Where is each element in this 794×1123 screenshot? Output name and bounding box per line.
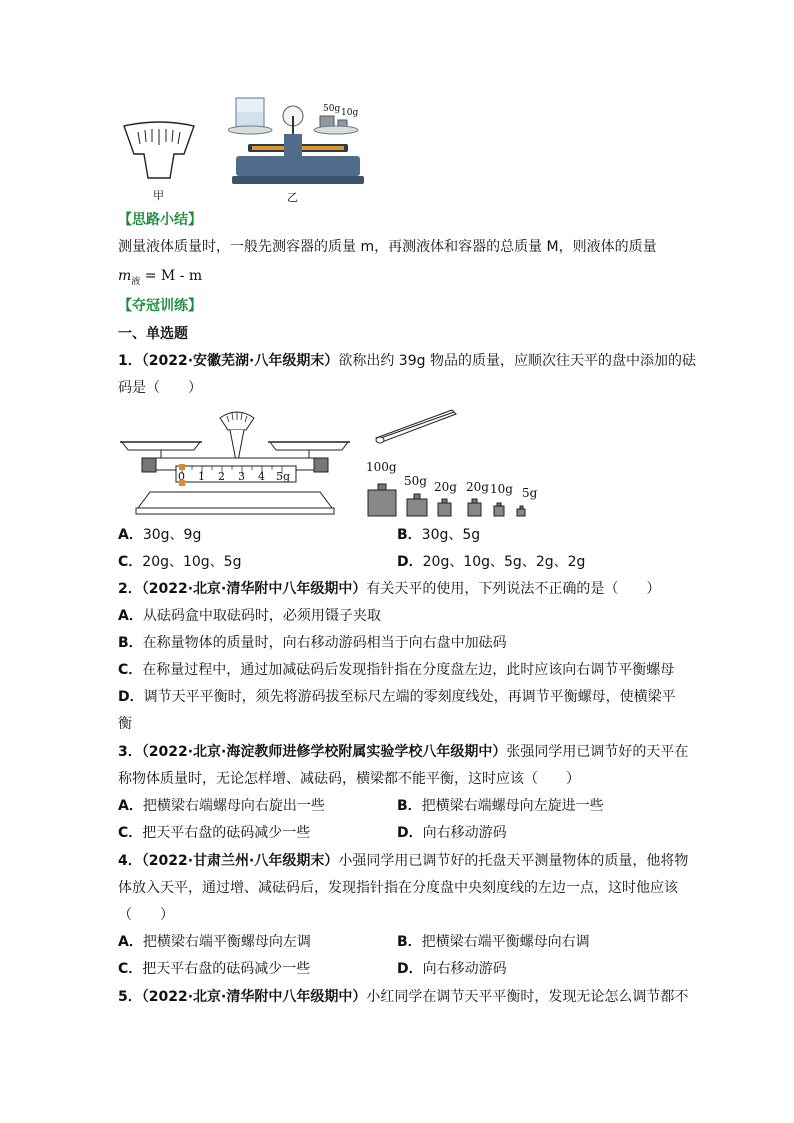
option-key: C． — [118, 554, 143, 570]
option-key: C． — [118, 662, 143, 678]
training-heading: 【夺冠训练】 — [118, 298, 202, 314]
q1-option-c[interactable] — [118, 552, 241, 572]
summary-line: 测量液体质量时，一般先测容器的质量 m，再测液体和容器的总质量 M，则液体的质量 — [118, 239, 657, 255]
option-key: B． — [397, 798, 422, 814]
weight-label-100g: 100g — [366, 460, 397, 474]
q4-option-b[interactable] — [397, 932, 590, 952]
q3-num: 3． — [118, 744, 142, 760]
q2-option-a[interactable] — [118, 606, 381, 626]
option-text: 向右移动游码 — [422, 961, 507, 977]
q4-text: 小强同学用已调节好的托盘天平测量物体的质量，他将物 — [338, 853, 689, 869]
q2-num: 2． — [118, 581, 142, 597]
weight-label-5g: 5g — [522, 486, 538, 500]
option-text: 30g、9g — [142, 527, 202, 543]
option-key: B． — [118, 635, 143, 651]
option-key: A． — [118, 608, 143, 624]
q1-balance-figure — [120, 404, 350, 519]
q3-src: （2022·北京·海淀教师进修学校附属实验学校八年级期中） — [141, 744, 507, 760]
q4-stem — [118, 851, 688, 871]
q4-stem-line2: 体放入天平，通过增、减砝码后，发现指针指在分度盘中央刻度线的左边一点，这时他应该 — [118, 880, 678, 896]
label-yi: 乙 — [287, 191, 298, 204]
q1-option-b[interactable] — [397, 525, 480, 545]
weight-label-10g: 10g — [341, 108, 359, 118]
q2-option-d-cont: 衡 — [118, 716, 132, 732]
q1-num: 1． — [118, 353, 142, 369]
option-key: D． — [397, 825, 423, 841]
weight-label-20g-b: 20g — [466, 480, 489, 494]
option-key: D． — [118, 689, 144, 705]
q1-option-a[interactable] — [118, 525, 201, 545]
section-title: 一、单选题 — [118, 326, 188, 342]
q1-src: （2022·安徽芜湖·八年级期末） — [141, 353, 339, 369]
formula-rest: = M - m — [140, 268, 203, 284]
weight-set-icons — [362, 480, 542, 518]
formula-sub: 液 — [131, 276, 141, 287]
q3-option-c[interactable] — [118, 823, 310, 843]
q4-option-c[interactable] — [118, 959, 310, 979]
q2-option-d[interactable] — [118, 687, 676, 707]
q5-stem — [118, 987, 688, 1007]
weight-label-50g: 50g — [404, 474, 427, 488]
option-text: 向右移动游码 — [422, 825, 507, 841]
option-key: A． — [118, 934, 143, 950]
q4-src: （2022·甘肃兰州·八年级期末） — [141, 853, 339, 869]
option-text: 在称量过程中，通过加减砝码后发现指针指在分度盘左边，此时应该向右调节平衡螺母 — [142, 662, 675, 678]
option-text: 20g、10g、5g、2g、2g — [422, 554, 586, 570]
q3-text: 张强同学用已调节好的天平在 — [506, 744, 689, 760]
option-text: 把天平右盘的砝码减少一些 — [142, 961, 311, 977]
dial-figure-jia — [118, 120, 200, 186]
scale-tick-5g: 5g — [276, 470, 291, 483]
q4-option-d[interactable] — [397, 959, 507, 979]
weight-label-50g: 50g — [323, 104, 341, 114]
option-text: 在称量物体的质量时，向右移动游码相当于向右盘中加砝码 — [142, 635, 507, 651]
q2-text: 有关天平的使用，下列说法不正确的是（ ） — [366, 581, 661, 597]
q5-text: 小红同学在调节天平平衡时，发现无论怎么调节都不 — [366, 989, 689, 1005]
q2-stem — [118, 579, 660, 599]
q1-scale-ticks — [178, 470, 308, 484]
q1-option-d[interactable] — [397, 552, 585, 572]
label-jia: 甲 — [153, 189, 164, 202]
scale-tick-1: 1 — [198, 470, 205, 483]
option-key: C． — [118, 961, 143, 977]
tweezers-icon — [370, 406, 460, 446]
q3-option-a[interactable] — [118, 796, 325, 816]
scale-tick-2: 2 — [218, 470, 225, 483]
q5-src: （2022·北京·清华附中八年级期中） — [141, 989, 367, 1005]
option-key: B． — [397, 934, 422, 950]
formula-m: m — [118, 268, 132, 284]
option-key: A． — [118, 527, 143, 543]
option-text: 20g、10g、5g — [142, 554, 242, 570]
option-text: 30g、5g — [421, 527, 481, 543]
q1-stem — [118, 351, 696, 371]
option-key: A． — [118, 798, 143, 814]
option-text: 把横梁右端螺母向左旋进一些 — [421, 798, 604, 814]
q1-stem-line2: 码是（ ） — [118, 380, 202, 396]
q4-option-a[interactable] — [118, 932, 311, 952]
option-key: D． — [397, 961, 423, 977]
option-text: 从砝码盒中取砝码时，必须用镊子夹取 — [142, 608, 381, 624]
option-key: C． — [118, 825, 143, 841]
q1-text: 欲称出约 39g 物品的质量，应顺次往天平的盘中添加的砝 — [338, 353, 696, 369]
option-text: 把横梁右端平衡螺母向左调 — [142, 934, 311, 950]
weight-label-20g-a: 20g — [434, 480, 457, 494]
q3-stem-line2: 称物体质量时，无论怎样增、减砝码，横梁都不能平衡，这时应该（ ） — [118, 771, 580, 787]
q3-option-b[interactable] — [397, 796, 604, 816]
option-text: 把横梁右端螺母向右旋出一些 — [142, 798, 325, 814]
option-key: B． — [397, 527, 422, 543]
option-text: 调节天平平衡时，须先将游码拔至标尺左端的零刻度线处，再调节平衡螺母，使横梁平 — [143, 689, 676, 705]
scale-tick-0: 0 — [178, 470, 185, 483]
option-text: 把天平右盘的砝码减少一些 — [142, 825, 311, 841]
summary-formula — [118, 266, 202, 292]
q2-option-b[interactable] — [118, 633, 507, 653]
weight-label-10g: 10g — [490, 482, 513, 496]
q5-num: 5． — [118, 989, 142, 1005]
scale-tick-4: 4 — [258, 470, 265, 483]
option-key: D． — [397, 554, 423, 570]
q4-stem-line3: （ ） — [118, 907, 174, 923]
q2-src: （2022·北京·清华附中八年级期中） — [141, 581, 367, 597]
q2-option-c[interactable] — [118, 660, 674, 680]
option-text: 把横梁右端平衡螺母向右调 — [421, 934, 590, 950]
scale-tick-3: 3 — [238, 470, 245, 483]
q3-option-d[interactable] — [397, 823, 507, 843]
q3-stem — [118, 742, 688, 762]
summary-heading: 【思路小结】 — [118, 212, 202, 228]
q4-num: 4． — [118, 853, 142, 869]
